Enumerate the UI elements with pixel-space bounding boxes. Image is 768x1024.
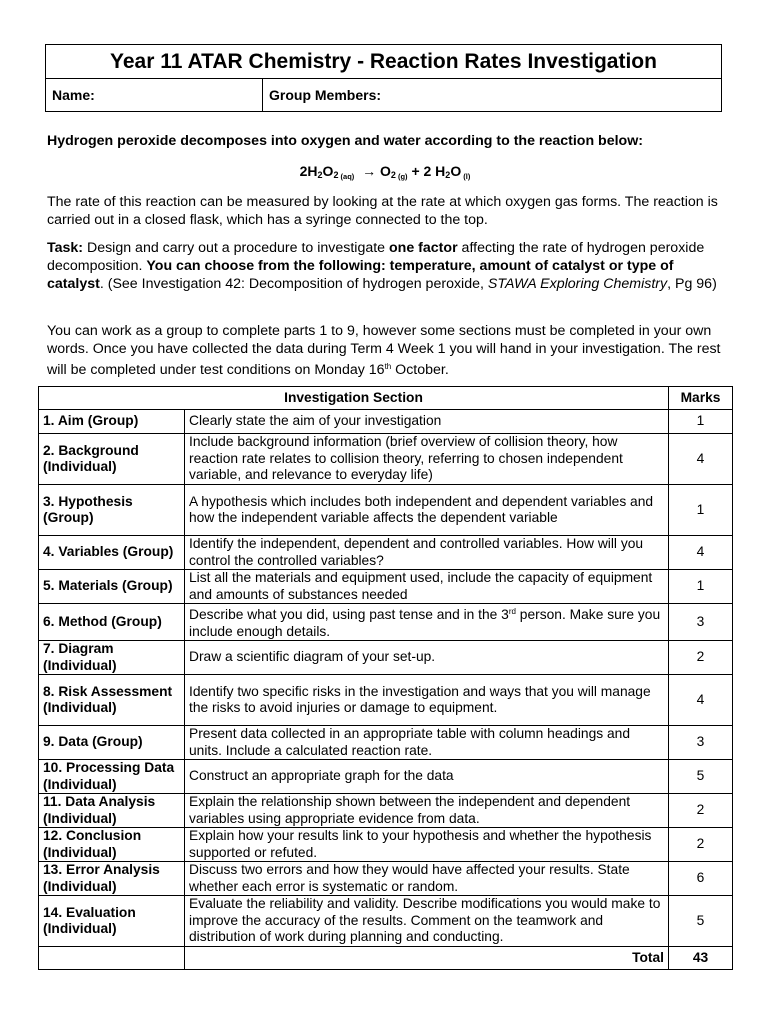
section-cell: 4. Variables (Group) [39, 536, 185, 570]
table-row [39, 641, 733, 675]
marks-cell: 5 [669, 896, 733, 947]
description-cell: Include background information (brief overview of collision theory, how reaction rate relates to collision theory, referring to chosen independent variable, and relevance to everyday life) [185, 434, 669, 485]
table-row [39, 862, 733, 896]
description-text: person. Make sure you include enough details. [189, 607, 661, 639]
header-fields [46, 79, 721, 111]
intro-statement [47, 132, 727, 150]
table-row [39, 536, 733, 570]
task-text: , Pg 96) [667, 276, 717, 292]
eq-sub: 2 [333, 170, 339, 180]
section-cell: 9. Data (Group) [39, 726, 185, 760]
task-bold: one factor [389, 240, 458, 256]
marks-cell: 4 [669, 434, 733, 485]
eq-state: (aq) [338, 172, 355, 181]
group-text: You can work as a group to complete parts 1 to 9, however some sections must be completed in your own words. Once you have collected the data during Term 4 Week 1 you will hand in your investigation. The rest will be completed under test conditions on Monday 16 [47, 323, 721, 378]
table-row [39, 794, 733, 828]
marks-cell: 3 [669, 726, 733, 760]
description-cell: Present data collected in an appropriate table with column headings and units. Include a calculated reaction rate. [185, 726, 669, 760]
total-value: 43 [669, 947, 733, 970]
rate-text: The rate of this reaction can be measured by looking at the rate at which oxygen gas forms. The reaction is carried out in a closed flask, which has a syringe connected to the top. [47, 194, 718, 228]
section-cell: 7. Diagram (Individual) [39, 641, 185, 675]
total-row [39, 947, 733, 970]
section-cell: 13. Error Analysis (Individual) [39, 862, 185, 896]
section-cell: 11. Data Analysis (Individual) [39, 794, 185, 828]
section-cell: 10. Processing Data (Individual) [39, 760, 185, 794]
description-cell: Draw a scientific diagram of your set-up. [185, 641, 669, 675]
eq-reactant-o: O [322, 163, 334, 179]
rate-paragraph [47, 193, 727, 229]
table-row [39, 675, 733, 726]
marks-cell: 4 [669, 536, 733, 570]
task-bold: You can choose from the following: temperature, amount of catalyst or type of catalyst [47, 258, 674, 292]
eq-product2-o: O [450, 163, 462, 179]
table-row [39, 434, 733, 485]
name-field[interactable]: Name: [46, 79, 263, 111]
section-cell: 2. Background (Individual) [39, 434, 185, 485]
group-text: October. [391, 362, 449, 378]
eq-sub: 2 [317, 170, 323, 180]
marks-cell: 1 [669, 570, 733, 604]
eq-arrow-icon: → [362, 163, 377, 179]
reaction-statement: Hydrogen peroxide decomposes into oxygen and water according to the reaction below: [47, 133, 643, 149]
marks-cell: 1 [669, 485, 733, 536]
task-reference: STAWA Exploring Chemistry [487, 276, 668, 292]
table-row [39, 570, 733, 604]
task-text: affecting the rate of hydrogen peroxide decomposition. [47, 240, 705, 274]
empty-cell [39, 947, 185, 970]
task-text: Design and carry out a procedure to investigate [83, 240, 390, 256]
description-sup: rd [508, 607, 516, 616]
table-row [39, 604, 733, 641]
eq-sub: 2 [390, 170, 396, 180]
description-cell: Explain how your results link to your hypothesis and whether the hypothesis supported or refuted. [185, 828, 669, 862]
marks-cell: 2 [669, 641, 733, 675]
eq-sub: 2 [445, 170, 451, 180]
marks-table [38, 386, 733, 970]
table-row [39, 410, 733, 434]
section-cell: 5. Materials (Group) [39, 570, 185, 604]
eq-reactant: 2H [299, 163, 318, 179]
page-title: Year 11 ATAR Chemistry - Reaction Rates Investigation [46, 45, 721, 79]
header-box [45, 44, 722, 112]
col-header-section: Investigation Section [39, 387, 669, 410]
section-cell: 8. Risk Assessment (Individual) [39, 675, 185, 726]
section-cell: 1. Aim (Group) [39, 410, 185, 434]
description-cell [185, 604, 669, 641]
marks-cell: 3 [669, 604, 733, 641]
description-cell: Clearly state the aim of your investigation [185, 410, 669, 434]
group-sup: th [384, 362, 392, 371]
eq-state: (l) [461, 172, 471, 181]
description-cell: Construct an appropriate graph for the data [185, 760, 669, 794]
table-row [39, 726, 733, 760]
group-paragraph [47, 322, 727, 379]
marks-cell: 2 [669, 828, 733, 862]
col-header-marks: Marks [669, 387, 733, 410]
description-cell: Discuss two errors and how they would have affected your results. State whether each error is systematic or random. [185, 862, 669, 896]
marks-cell: 1 [669, 410, 733, 434]
table-header-row [39, 387, 733, 410]
section-cell: 6. Method (Group) [39, 604, 185, 641]
section-cell: 12. Conclusion (Individual) [39, 828, 185, 862]
description-text: Describe what you did, using past tense and in the 3 [189, 607, 509, 622]
table-row [39, 760, 733, 794]
section-cell: 3. Hypothesis (Group) [39, 485, 185, 536]
table-row [39, 896, 733, 947]
task-paragraph [47, 239, 727, 293]
description-cell: List all the materials and equipment used, include the capacity of equipment and amounts of substances needed [185, 570, 669, 604]
task-label: Task: [47, 240, 84, 256]
eq-state: (g) [395, 172, 408, 181]
marks-cell: 6 [669, 862, 733, 896]
eq-product1: O [379, 163, 391, 179]
section-cell: 14. Evaluation (Individual) [39, 896, 185, 947]
description-cell: Explain the relationship shown between the independent and dependent variables using appropriate evidence from data. [185, 794, 669, 828]
description-cell: Identify two specific risks in the investigation and ways that you will manage the risks to avoid injuries or damage to equipment. [185, 675, 669, 726]
reaction-equation [47, 163, 723, 181]
description-cell: Identify the independent, dependent and controlled variables. How will you control the controlled variables? [185, 536, 669, 570]
marks-cell: 2 [669, 794, 733, 828]
marks-cell: 5 [669, 760, 733, 794]
task-text: . (See Investigation 42: Decomposition of hydrogen peroxide, [99, 276, 488, 292]
marks-cell: 4 [669, 675, 733, 726]
group-members-field[interactable]: Group Members: [269, 87, 382, 103]
description-cell: Evaluate the reliability and validity. Describe modifications you would make to improve the accuracy of the results. Comment on the teamwork and distribution of work during planning and conducting. [185, 896, 669, 947]
table-row [39, 828, 733, 862]
eq-plus: + 2 H [411, 163, 446, 179]
description-cell: A hypothesis which includes both independent and dependent variables and how the independent variable affects the dependent variable [185, 485, 669, 536]
table-row [39, 485, 733, 536]
total-label: Total [185, 947, 669, 970]
